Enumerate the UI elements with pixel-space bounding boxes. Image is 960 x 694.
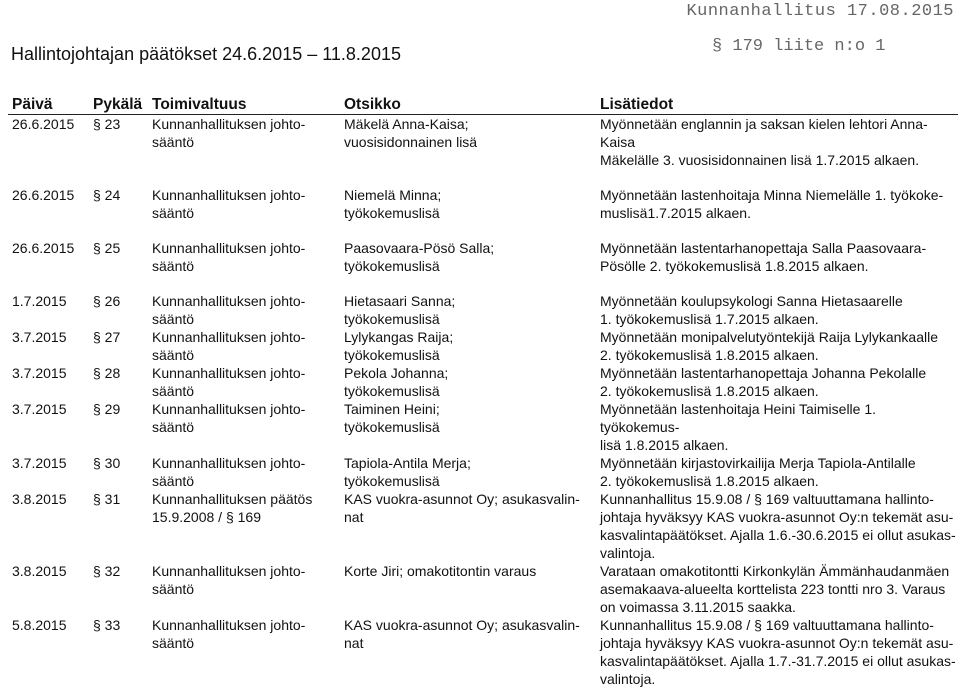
column-header-subject: Otsikko <box>340 96 596 115</box>
cell-subject: Paasovaara-Pösö Salla; työkokemuslisä <box>344 240 495 274</box>
cell-authority: Kunnanhallituksen johto- sääntö <box>152 563 306 597</box>
cell-subject: Pekola Johanna; työkokemuslisä <box>344 365 449 399</box>
decisions-table <box>8 96 958 688</box>
column-header-authority: Toimivaltuus <box>148 96 340 115</box>
cell-subject: Hietasaari Sanna; työkokemuslisä <box>344 293 456 327</box>
cell-section: § 26 <box>93 293 121 309</box>
cell-details: Myönnetään lastentarhanopettaja Johanna Pekolalle 2. työkokemuslisä 1.8.2015 alkaen. <box>600 365 927 399</box>
cell-date: 3.8.2015 <box>12 563 67 579</box>
cell-details: Myönnetään lastenhoitaja Heini Taimiselle 1. työkokemus- lisä 1.8.2015 alkaen. <box>600 401 877 453</box>
cell-date: 3.7.2015 <box>12 365 67 381</box>
cell-date: 5.8.2015 <box>12 617 67 633</box>
cell-authority: Kunnanhallituksen johto- sääntö <box>152 329 306 363</box>
cell-section: § 31 <box>93 491 121 507</box>
cell-authority: Kunnanhallituksen johto- sääntö <box>152 455 306 489</box>
cell-details: Myönnetään englannin ja saksan kielen lehtori Anna-Kaisa Mäkelälle 3. vuosisidonnainen lisä 1.7.2015 alkaen. <box>600 116 928 168</box>
cell-details: Kunnanhallitus 15.9.08 / § 169 valtuuttamana hallinto- johtaja hyväksyy KAS vuokra-asunnot Oy:n tekemät asu- kasvalintapäätökset. Ajalla 1.7.-31.7.2015 ei ollut asukas- valintoja. <box>600 617 956 687</box>
cell-section: § 30 <box>93 455 121 471</box>
cell-details: Myönnetään lastenhoitaja Minna Niemelälle 1. työkoke- muslisä1.7.2015 alkaen. <box>600 187 944 221</box>
cell-details: Myönnetään koulupsykologi Sanna Hietasaarelle 1. työkokemuslisä 1.7.2015 alkaen. <box>600 293 903 327</box>
cell-section: § 24 <box>93 187 121 203</box>
cell-authority: Kunnanhallituksen johto- sääntö <box>152 187 306 221</box>
table-row <box>8 400 958 454</box>
appendix-reference: § 179 liite n:o 1 <box>712 37 886 56</box>
cell-date: 3.7.2015 <box>12 329 67 345</box>
cell-date: 26.6.2015 <box>12 116 75 132</box>
cell-details: Kunnanhallitus 15.9.08 / § 169 valtuuttamana hallinto- johtaja hyväksyy KAS vuokra-asunnot Oy:n tekemät asu- kasvalintapäätökset. Ajalla 1.6.-30.6.2015 ei ollut asukas- valintoja. <box>600 491 956 561</box>
document-title: Hallintojohtajan päätökset 24.6.2015 – 11.8.2015 <box>11 44 401 64</box>
cell-details: Myönnetään monipalvelutyöntekijä Raija Lylykankaalle 2. työkokemuslisä 1.8.2015 alkaen. <box>600 329 939 363</box>
table-row <box>8 562 958 616</box>
column-header-details: Lisätiedot <box>596 96 958 115</box>
table-row <box>8 292 958 328</box>
cell-authority: Kunnanhallituksen johto- sääntö <box>152 240 306 274</box>
cell-authority: Kunnanhallituksen johto- sääntö <box>152 293 306 327</box>
cell-section: § 29 <box>93 401 121 417</box>
table-row <box>8 115 958 187</box>
cell-section: § 23 <box>93 116 121 132</box>
table-row <box>8 364 958 400</box>
cell-date: 3.7.2015 <box>12 455 67 471</box>
cell-section: § 33 <box>93 617 121 633</box>
cell-authority: Kunnanhallituksen päätös 15.9.2008 / § 169 <box>152 491 313 525</box>
cell-subject: Taiminen Heini; työkokemuslisä <box>344 401 440 435</box>
table-row <box>8 616 958 688</box>
cell-date: 26.6.2015 <box>12 187 75 203</box>
cell-section: § 28 <box>93 365 121 381</box>
cell-date: 26.6.2015 <box>12 240 75 256</box>
cell-date: 3.7.2015 <box>12 401 67 417</box>
cell-details: Varataan omakotitontti Kirkonkylän Ämmänhaudanmäen asemakaava-alueelta korttelista 223 tontti nro 3. Varaus on voimassa 3.11.2015 saakka. <box>600 563 950 615</box>
table-body <box>8 115 958 689</box>
table-row <box>8 490 958 562</box>
cell-subject: Mäkelä Anna-Kaisa; vuosisidonnainen lisä <box>344 116 478 150</box>
cell-subject: Korte Jiri; omakotitontin varaus <box>344 563 537 579</box>
table-row <box>8 454 958 490</box>
cell-details: Myönnetään lastentarhanopettaja Salla Paasovaara- Pösölle 2. työkokemuslisä 1.8.2015 alkaen. <box>600 240 927 274</box>
cell-subject: Niemelä Minna; työkokemuslisä <box>344 187 442 221</box>
cell-date: 1.7.2015 <box>12 293 67 309</box>
cell-subject: Tapiola-Antila Merja; työkokemuslisä <box>344 455 471 489</box>
cell-section: § 32 <box>93 563 121 579</box>
cell-date: 3.8.2015 <box>12 491 67 507</box>
table-row <box>8 239 958 292</box>
cell-authority: Kunnanhallituksen johto- sääntö <box>152 365 306 399</box>
cell-authority: Kunnanhallituksen johto- sääntö <box>152 116 306 150</box>
table-header-row <box>8 96 958 115</box>
cell-subject: KAS vuokra-asunnot Oy; asukasvalin- nat <box>344 491 580 525</box>
cell-details: Myönnetään kirjastovirkailija Merja Tapiola-Antilalle 2. työkokemuslisä 1.8.2015 alkaen. <box>600 455 916 489</box>
cell-subject: Lylykangas Raija; työkokemuslisä <box>344 329 454 363</box>
cell-authority: Kunnanhallituksen johto- sääntö <box>152 401 306 435</box>
cell-authority: Kunnanhallituksen johto- sääntö <box>152 617 306 651</box>
decisions-table-container <box>8 96 958 688</box>
cell-section: § 25 <box>93 240 121 256</box>
cell-section: § 27 <box>93 329 121 345</box>
column-header-section: Pykälä <box>89 96 148 115</box>
document-reference: Kunnanhallitus 17.08.2015 <box>686 2 954 21</box>
table-row <box>8 186 958 239</box>
table-row <box>8 328 958 364</box>
cell-subject: KAS vuokra-asunnot Oy; asukasvalin- nat <box>344 617 580 651</box>
column-header-date: Päivä <box>8 96 89 115</box>
